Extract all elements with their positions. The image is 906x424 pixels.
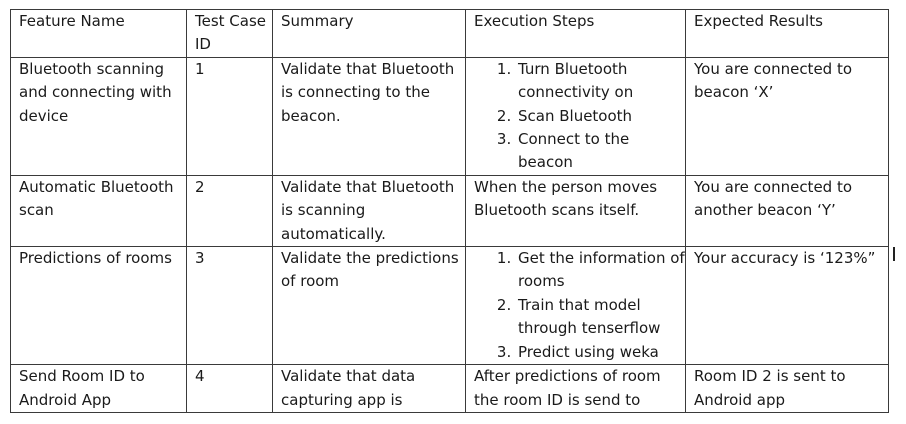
expected-result-text: You are connected to another beacon ‘Y’: [694, 177, 853, 220]
expected-cell: [686, 57, 889, 175]
header-summary: Summary: [281, 12, 354, 30]
expected-result-text: Room ID 2 is sent to Android app: [694, 367, 846, 409]
steps-cell: [466, 247, 686, 365]
step-item: 2. Train that model through tenserflow: [516, 294, 685, 341]
id-cell: [187, 365, 273, 413]
steps-cell: [466, 175, 686, 246]
document-page: [10, 9, 889, 413]
step-item: 3. Predict using weka: [516, 341, 685, 364]
summary-text: Validate that Bluetooth is connecting to the beacon.: [281, 59, 455, 125]
table-row: [11, 175, 889, 246]
steps-list: [474, 247, 685, 364]
expected-result-text: Your accuracy is ‘123%”: [694, 249, 876, 268]
summary-text: Validate the predictions of room: [281, 249, 459, 291]
summary-cell: [273, 175, 466, 246]
feature-name-text: Predictions of rooms: [19, 249, 172, 268]
summary-text: Validate that data capturing app is: [281, 367, 416, 409]
summary-cell: [273, 365, 466, 413]
steps-list: [474, 58, 685, 175]
expected-result-text: You are connected to beacon ‘X’: [694, 59, 853, 102]
table-row: [11, 57, 889, 175]
step-item: 1. Turn Bluetooth connectivity on: [516, 58, 685, 105]
steps-cell: [466, 57, 686, 175]
summary-text: Validate that Bluetooth is scanning automatically.: [281, 177, 455, 243]
header-execution-steps: Execution Steps: [474, 12, 595, 30]
feature-name-text: Send Room ID to Android App: [19, 367, 145, 409]
test-case-id-text: 3: [195, 249, 205, 268]
header-cell: [187, 10, 273, 58]
step-item: 2. Scan Bluetooth: [516, 105, 685, 128]
expected-cell: [686, 365, 889, 413]
header-cell: [11, 10, 187, 58]
feature-cell: [11, 57, 187, 175]
steps-text: After predictions of room the room ID is send to: [474, 367, 661, 409]
text-cursor-mark: [893, 247, 895, 261]
test-case-id-text: 4: [195, 367, 205, 386]
feature-cell: [11, 175, 187, 246]
expected-cell: [686, 247, 889, 365]
feature-name-text: Automatic Bluetooth scan: [19, 177, 174, 220]
header-expected-results: Expected Results: [694, 12, 823, 30]
header-cell: [686, 10, 889, 58]
test-case-table: [10, 9, 889, 413]
id-cell: [187, 175, 273, 246]
table-row: [11, 247, 889, 365]
feature-name-text: Bluetooth scanning and connecting with device: [19, 59, 172, 125]
feature-cell: [11, 247, 187, 365]
steps-cell: [466, 365, 686, 413]
expected-cell: [686, 175, 889, 246]
id-cell: [187, 247, 273, 365]
table-row: [11, 365, 889, 413]
summary-cell: [273, 247, 466, 365]
id-cell: [187, 57, 273, 175]
header-test-case-id: Test Case ID: [195, 12, 267, 54]
step-item: 3. Connect to the beacon: [516, 128, 685, 175]
steps-text: When the person moves Bluetooth scans itself.: [474, 177, 658, 220]
step-item: 1. Get the information of rooms: [516, 247, 685, 294]
header-cell: [466, 10, 686, 58]
test-case-id-text: 1: [195, 59, 205, 78]
feature-cell: [11, 365, 187, 413]
summary-cell: [273, 57, 466, 175]
table-header-row: [11, 10, 889, 58]
header-cell: [273, 10, 466, 58]
header-feature-name: Feature Name: [19, 12, 125, 30]
test-case-id-text: 2: [195, 177, 205, 196]
